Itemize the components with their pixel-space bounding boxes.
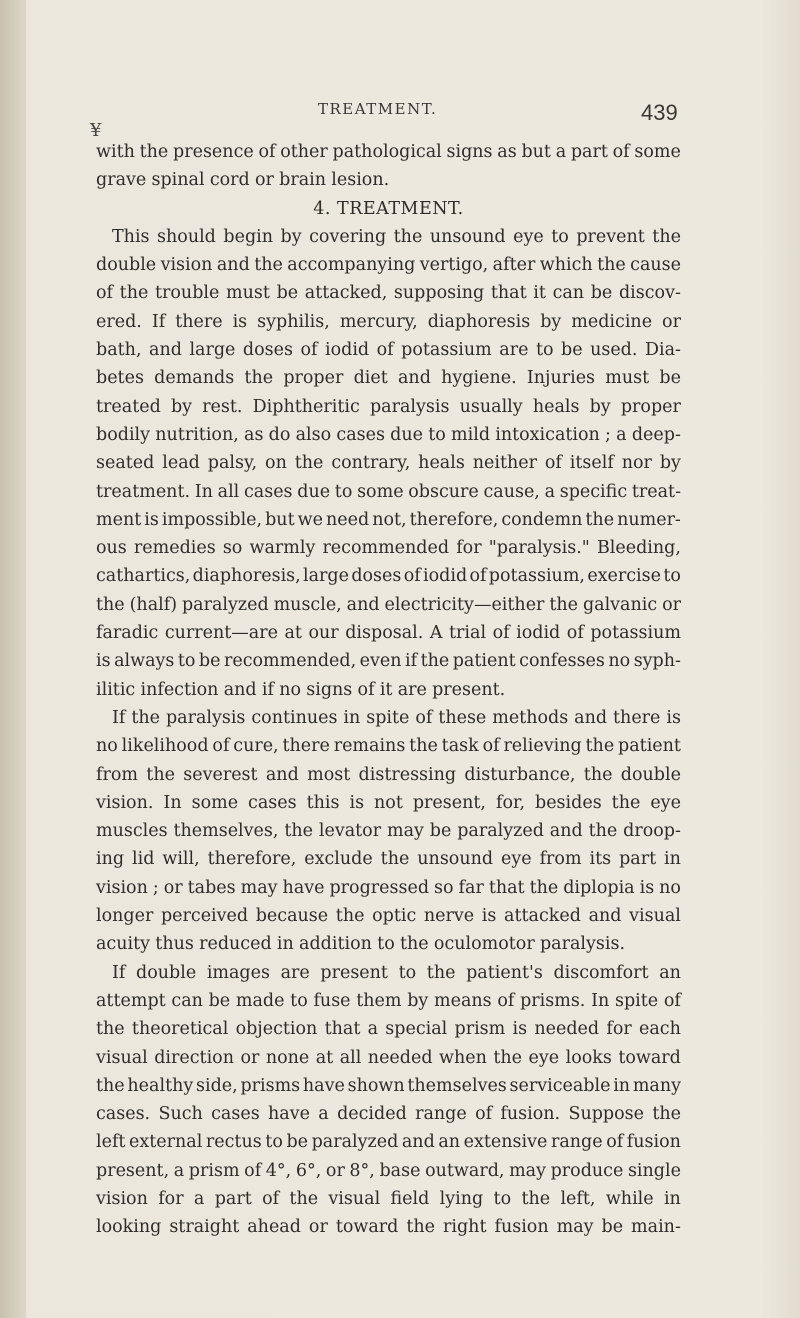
text-line: acuity thus reduced in addition to the oculomotor paralysis. [96,934,626,955]
text-line: is always to be recommended, even if the patient confesses no syph- [96,651,681,672]
text-line: cathartics, diaphoresis, large doses of iodid of potassium, exercise to [96,566,681,587]
page-binding-edge [0,0,26,1318]
text-line: ous remedies so warmly recommended for "paralysis." Bleeding, [96,538,681,559]
printer-mark: ¥ [90,120,102,141]
text-line: looking straight ahead or toward the right fusion may be main- [96,1217,681,1238]
text-line: ered. If there is syphilis, mercury, diaphoresis by medicine or [96,311,681,332]
text-line: seated lead palsy, on the contrary, heals neither of itself nor by [96,453,681,474]
text-line: attempt can be made to fuse them by means of prisms. In spite of [96,990,681,1011]
page-number: 439 [641,100,678,125]
text-line: ilitic infection and if no signs of it are present. [96,679,506,700]
text-line: bath, and large doses of iodid of potassium are to be used. Dia- [96,340,681,361]
text-line: betes demands the proper diet and hygiene. Injuries must be [96,368,681,389]
text-line: vision ; or tabes may have progressed so far that the diplopia is no [96,877,681,898]
text-line: from the severest and most distressing disturbance, the double [96,764,681,785]
text-line: ment is impossible, but we need not, therefore, condemn the numer- [96,509,681,530]
text-line: with the presence of other pathological signs as but a part of some [96,142,681,162]
text-line: visual direction or none at all needed when the eye looks toward [96,1047,681,1068]
text-line: This should begin by covering the unsound eye to prevent the [112,226,681,247]
text-line: vision for a part of the visual field lying to the left, while in [96,1188,681,1209]
text-line: treated by rest. Diphtheritic paralysis usually heals by proper [96,396,681,417]
text-line: the theoretical objection that a special prism is needed for each [96,1019,681,1040]
text-line: left external rectus to be paralyzed and an extensive range of fusion [96,1132,681,1153]
text-line: bodily nutrition, as do also cases due to mild intoxication ; a deep- [96,424,681,445]
running-head: TREATMENT. [318,100,438,118]
text-line: double vision and the accompanying vertigo, after which the cause [96,255,681,276]
text-line: vision. In some cases this is not present, for, besides the eye [96,792,681,813]
text-line: faradic current—are at our disposal. A trial of iodid of potassium [96,623,681,644]
text-line: If the paralysis continues in spite of these methods and there is [112,707,681,728]
text-line: treatment. In all cases due to some obscure cause, a specific treat- [96,481,681,502]
text-line: grave spinal cord or brain lesion. [96,170,390,191]
text-line: the healthy side, prisms have shown themselves serviceable in many [96,1075,681,1096]
text-line: ing lid will, therefore, exclude the unsound eye from its part in [96,849,681,870]
text-line: no likelihood of cure, there remains the task of relieving the patient [96,736,681,757]
text-line: muscles themselves, the levator may be paralyzed and the droop- [96,821,681,842]
text-line: If double images are present to the patient's discomfort an [112,962,681,983]
text-line: cases. Such cases have a decided range of fusion. Suppose the [96,1104,681,1125]
text-line: of the trouble must be attacked, supposing that it can be discov- [96,283,681,304]
body-text [96,138,681,1242]
text-line: present, a prism of 4°, 6°, or 8°, base outward, may produce single [96,1160,681,1181]
text-line: longer perceived because the optic nerve is attacked and visual [96,906,681,927]
section-heading: 4. TREATMENT. [313,198,464,219]
text-line: the (half) paralyzed muscle, and electricity—either the galvanic or [96,594,681,615]
